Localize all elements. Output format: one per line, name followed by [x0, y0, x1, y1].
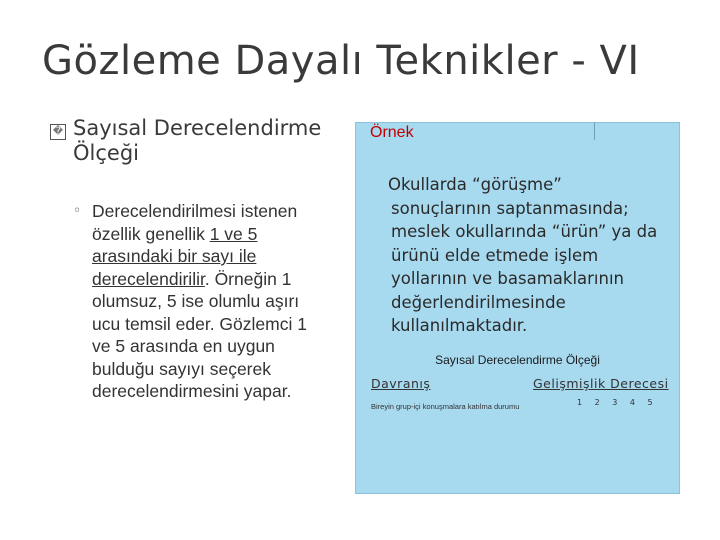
example-paragraph: [371, 173, 671, 338]
sub-bullet-circle-icon: ◦: [73, 203, 82, 219]
example-line: kullanılmaktadır.: [391, 316, 528, 335]
example-line: yollarının ve basamaklarının: [391, 269, 625, 288]
sub-bullet-text-underlined: 1 ve 5 arasındaki bir sayı ile derecelendirilir: [92, 223, 258, 289]
panel-divider-tick: [594, 122, 595, 140]
row-scale-values: 1 2 3 4 5: [577, 398, 658, 407]
sub-bullet-paragraph: [92, 200, 320, 403]
sub-bullet-text-end: . Örneğin 1 olumsuz, 5 ise olumlu aşırı ucu temsil eder. Gözlemci 1 ve 5 arasında en uygun bulduğu sayıyı seçerek derecelendirmesini yapar.: [92, 268, 307, 401]
column-header-behavior: Davranış: [371, 376, 431, 391]
row-behavior-text: Bireyin grup-içi konuşmalara katılma durumu: [371, 402, 520, 411]
example-line: değerlendirilmesinde: [391, 292, 566, 312]
scale-title: Sayısal Derecelendirme Ölçeği: [435, 353, 600, 367]
bullet-square-icon: �: [50, 124, 66, 140]
example-line: Okullarda “görüşme”: [388, 175, 562, 194]
sub-bullet-text-start: Derecelendirilmesi istenen özellik genellik: [92, 201, 298, 244]
example-line: sonuçlarının saptanmasında;: [391, 198, 629, 218]
column-header-level: Gelişmişlik Derecesi: [533, 376, 669, 391]
example-heading: Örnek: [370, 124, 414, 141]
main-bullet-text: Sayısal Derecelendirme Ölçeği: [73, 116, 322, 165]
example-line: meslek okullarında “ürün” ya da: [391, 222, 658, 241]
slide-title: Gözleme Dayalı Teknikler - VI: [42, 38, 640, 84]
example-line: ürünü elde etmede işlem: [391, 245, 599, 265]
